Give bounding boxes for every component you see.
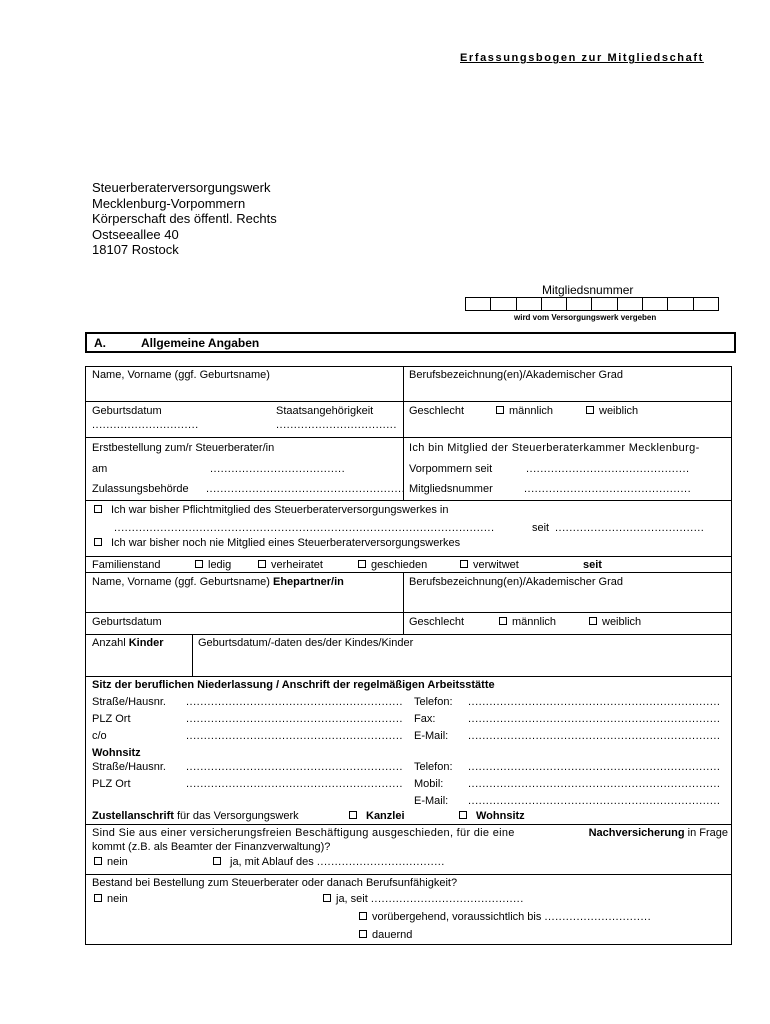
verwitwet-option[interactable]: verwitwet: [460, 559, 519, 571]
wohnsitz-zustell-option[interactable]: Wohnsitz: [459, 810, 525, 822]
nachversicherung-question: Sind Sie aus einer versicherungsfreien Beschäftigung ausgeschieden, für die eine Nachversicherung in Frage: [92, 827, 728, 839]
kammer-seit-field[interactable]: ..............................................: [526, 463, 690, 475]
am-label: am: [92, 463, 108, 475]
kinder-geburtsdaten-label: Geburtsdatum/-daten des/der Kindes/Kinder: [198, 637, 414, 649]
w-telefon-label: Telefon:: [414, 761, 453, 773]
geburtsdatum-field[interactable]: ..............................: [92, 419, 199, 431]
mitgliedsnummer-note: wird vom Versorgungswerk vergeben: [514, 313, 657, 322]
weiblich-option[interactable]: weiblich: [586, 405, 638, 417]
w-strasse-label: Straße/Hausnr.: [92, 761, 166, 773]
co-field[interactable]: .............................................................: [186, 730, 403, 742]
fax-label: Fax:: [414, 713, 436, 725]
geburtsdatum-label: Geburtsdatum: [92, 405, 162, 417]
checkbox[interactable]: [94, 538, 102, 546]
address-line: 18107 Rostock: [92, 242, 179, 257]
recipient-address: [92, 180, 277, 258]
fax-field[interactable]: .......................................................................: [468, 713, 721, 725]
checkbox[interactable]: [496, 406, 504, 414]
nachvers-ja-option[interactable]: ja, mit Ablauf des ....................................: [213, 856, 445, 868]
zulassung-label: Zulassungsbehörde: [92, 483, 189, 495]
digit-box[interactable]: [693, 297, 719, 311]
checkbox[interactable]: [94, 894, 102, 902]
partner-maennlich-option[interactable]: männlich: [499, 616, 556, 628]
checkbox[interactable]: [459, 811, 467, 819]
checkbox[interactable]: [349, 811, 357, 819]
w-strasse-field[interactable]: .............................................................: [186, 761, 403, 773]
am-field[interactable]: ......................................: [210, 463, 346, 475]
mitgliedsnummer-field-label: Mitgliedsnummer: [409, 483, 493, 495]
partner-geschlecht-label: Geschlecht: [409, 616, 465, 628]
checkbox[interactable]: [358, 560, 366, 568]
pflichtmitglied-option[interactable]: Ich war bisher Pflichtmitglied des Steuerberaterversorgungswerkes in: [94, 504, 449, 516]
staatsangehoerigkeit-field[interactable]: ..................................: [276, 419, 397, 431]
kammer-text: Ich bin Mitglied der Steuerberaterkammer Mecklenburg-: [409, 442, 700, 454]
beruf-label: Berufsbezeichnung(en)/Akademischer Grad: [409, 369, 624, 381]
zulassung-field[interactable]: ........................................................: [206, 483, 406, 495]
section-heading: Allgemeine Angaben: [141, 336, 260, 350]
checkbox[interactable]: [94, 857, 102, 865]
plz-field[interactable]: .............................................................: [186, 713, 403, 725]
pflicht-field[interactable]: ...........................................................................................................: [114, 522, 495, 534]
bu-nein-option[interactable]: nein: [94, 893, 128, 905]
email-label: E-Mail:: [414, 730, 449, 742]
w-email-label: E-Mail:: [414, 795, 449, 807]
partner-beruf-label: Berufsbezeichnung(en)/Akademischer Grad: [409, 576, 624, 588]
partner-name-label: Name, Vorname (ggf. Geburtsname) Ehepartner/in: [92, 576, 344, 588]
kanzlei-option[interactable]: Kanzlei: [349, 810, 405, 822]
bu-question: Bestand bei Bestellung zum Steuerberater oder danach Berufsunfähigkeit?: [92, 877, 458, 889]
section-letter: A.: [94, 336, 106, 350]
pflicht-seit-field[interactable]: ..........................................: [555, 522, 705, 534]
familienstand-label: Familienstand: [92, 559, 161, 571]
telefon-label: Telefon:: [414, 696, 453, 708]
digit-box[interactable]: [490, 297, 516, 311]
checkbox[interactable]: [258, 560, 266, 568]
telefon-field[interactable]: .......................................................................: [468, 696, 721, 708]
staatsangehoerigkeit-label: Staatsangehörigkeit: [276, 405, 374, 417]
checkbox[interactable]: [94, 505, 102, 513]
form-table: [85, 366, 732, 945]
address-line: Körperschaft des öffentl. Rechts: [92, 211, 277, 226]
checkbox[interactable]: [195, 560, 203, 568]
checkbox[interactable]: [213, 857, 221, 865]
maennlich-option[interactable]: männlich: [496, 405, 553, 417]
mitgliedsnummer-boxes[interactable]: [466, 297, 719, 311]
address-line: Ostseeallee 40: [92, 226, 179, 242]
ledig-option[interactable]: ledig: [195, 559, 231, 571]
checkbox[interactable]: [586, 406, 594, 414]
checkbox[interactable]: [460, 560, 468, 568]
form-title: Erfassungsbogen zur Mitgliedschaft: [460, 52, 704, 64]
partner-geburtsdatum-label: Geburtsdatum: [92, 616, 162, 628]
w-plz-label: PLZ Ort: [92, 778, 131, 790]
mitgliedsnummer-field[interactable]: ...............................................: [524, 483, 692, 495]
kammer-seit-label: Vorpommern seit: [409, 463, 493, 475]
w-telefon-field[interactable]: .......................................................................: [468, 761, 721, 773]
w-mobil-label: Mobil:: [414, 778, 444, 790]
digit-box[interactable]: [566, 297, 592, 311]
w-email-field[interactable]: .......................................................................: [468, 795, 721, 807]
w-mobil-field[interactable]: .......................................................................: [468, 778, 721, 790]
digit-box[interactable]: [465, 297, 491, 311]
plz-label: PLZ Ort: [92, 713, 131, 725]
mitgliedsnummer-label: Mitgliedsnummer: [542, 283, 634, 297]
familienstand-seit: seit: [583, 559, 602, 571]
address-line: Steuerberaterversorgungswerk: [92, 180, 271, 195]
checkbox[interactable]: [359, 912, 367, 920]
partner-weiblich-option[interactable]: weiblich: [589, 616, 641, 628]
co-label: c/o: [92, 730, 107, 742]
digit-box[interactable]: [642, 297, 668, 311]
strasse-label: Straße/Hausnr.: [92, 696, 166, 708]
geschieden-option[interactable]: geschieden: [358, 559, 427, 571]
address-line: Mecklenburg-Vorpommern: [92, 195, 246, 211]
nachvers-nein-option[interactable]: nein: [94, 856, 128, 868]
name-label: Name, Vorname (ggf. Geburtsname): [92, 369, 270, 381]
dauernd-option[interactable]: dauernd: [359, 929, 412, 941]
wohnsitz-heading: Wohnsitz: [92, 747, 141, 759]
zustellanschrift-label: Zustellanschrift für das Versorgungswerk: [92, 810, 299, 822]
nie-mitglied-option[interactable]: Ich war bisher noch nie Mitglied eines Steuerberaterversorgungswerkes: [94, 537, 460, 549]
digit-box[interactable]: [541, 297, 567, 311]
bu-ja-option[interactable]: ja, seit ...........................................: [323, 893, 524, 905]
email-field[interactable]: .......................................................................: [468, 730, 721, 742]
kinder-anzahl-label: Anzahl Kinder: [92, 637, 164, 649]
digit-box[interactable]: [591, 297, 617, 311]
digit-box[interactable]: [617, 297, 643, 311]
sitz-heading: Sitz der beruflichen Niederlassung / Anschrift der regelmäßigen Arbeitsstätte: [92, 679, 495, 691]
section-a-header: [85, 332, 736, 353]
voruebergehend-option[interactable]: vorübergehend, voraussichtlich bis ..............................: [359, 911, 651, 923]
strasse-field[interactable]: .............................................................: [186, 696, 403, 708]
verheiratet-option[interactable]: verheiratet: [258, 559, 323, 571]
w-plz-field[interactable]: .............................................................: [186, 778, 403, 790]
checkbox[interactable]: [499, 617, 507, 625]
pflicht-seit-label: seit: [532, 522, 550, 534]
checkbox[interactable]: [589, 617, 597, 625]
checkbox[interactable]: [359, 930, 367, 938]
digit-box[interactable]: [516, 297, 542, 311]
checkbox[interactable]: [323, 894, 331, 902]
digit-box[interactable]: [667, 297, 693, 311]
geschlecht-label: Geschlecht: [409, 405, 465, 417]
erstbestellung-label: Erstbestellung zum/r Steuerberater/in: [92, 442, 275, 454]
nachversicherung-line2: kommt (z.B. als Beamter der Finanzverwaltung)?: [92, 841, 331, 853]
